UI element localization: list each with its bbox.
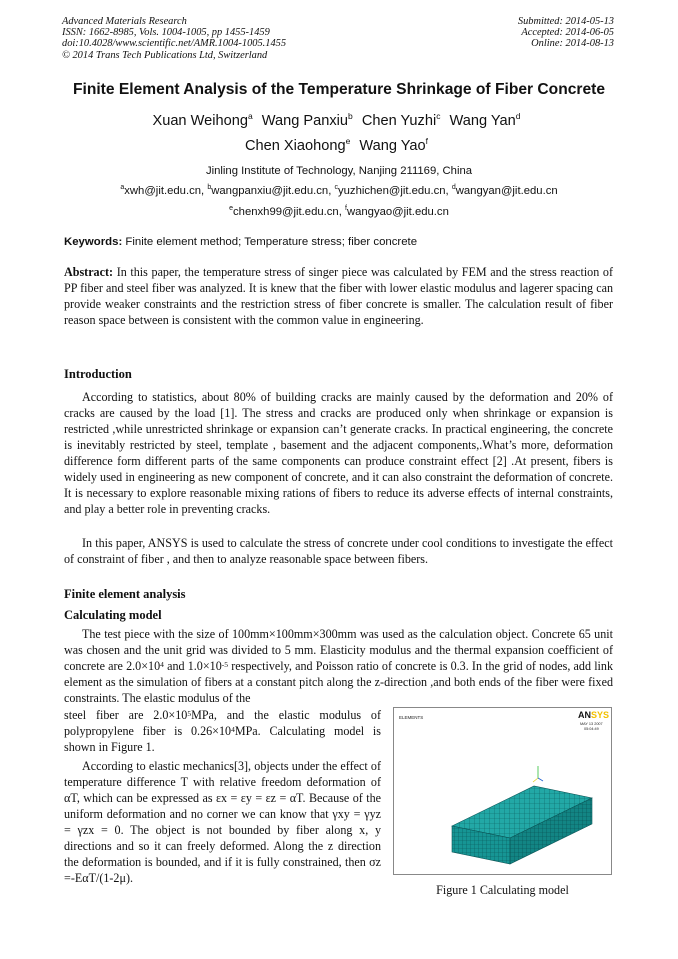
author-name: Chen Xiaohong [244, 138, 346, 154]
author-name: Wang Yao [359, 138, 426, 154]
author-sup: f [425, 136, 429, 146]
author-sup: b [348, 111, 353, 121]
journal-issn: ISSN: 1662-8985, Vols. 1004-1005, pp 1455-1459 [62, 27, 270, 39]
fea-paragraph-1-continued [64, 707, 381, 755]
ansys-mesh-render [394, 708, 611, 874]
journal-name: Advanced Materials Research [62, 16, 187, 27]
email-link[interactable]: wangpanxiu@jit.edu.cn, [211, 185, 332, 197]
text-run: and 1.0×10 [163, 659, 222, 673]
text-run: MPa. Calculating model is shown in Figure 1. [64, 724, 381, 754]
journal-copyright: © 2014 Trans Tech Publications Ltd, Switzerland [62, 49, 268, 61]
keywords [64, 236, 624, 248]
journal-info [62, 16, 286, 61]
introduction-paragraph-2: In this paper, ANSYS is used to calculate the stress of concrete under cool conditions to investigate the effect of constraint of fiber , and then to analyze reasonable space between fibers. [64, 536, 613, 566]
author-sup: c [436, 111, 441, 121]
author-name: Wang Panxiu [261, 113, 349, 129]
author-name: Wang Yan [449, 113, 516, 129]
email-sup: d [451, 184, 456, 191]
text-run: MPa, and the elastic modulus of polypropylene fiber is 0.26×10 [64, 708, 381, 738]
email-link[interactable]: chenxh99@jit.edu.cn, [233, 206, 342, 218]
email-line-2 [40, 206, 638, 218]
text-run: steel fiber are 2.0×10 [64, 708, 188, 722]
email-link[interactable]: xwh@jit.edu.cn, [124, 185, 205, 197]
ansys-logo: ANSYS [578, 710, 610, 720]
superscript: 4 [231, 725, 235, 734]
superscript: 5 [187, 709, 192, 718]
journal-doi: doi:10.4028/www.scientific.net/AMR.1004-1005.1455 [62, 38, 287, 50]
figure-1 [393, 707, 612, 875]
online-date: Online: 2014-08-13 [531, 38, 614, 50]
abstract-text: In this paper, the temperature stress of singer piece was calculated by FEM and the stress reaction of PP fiber and steel fiber was analyzed. It is knew that the fiber with lower elastic modulus and lagerer spacing can provide weaker constraints and the restriction stress of fiber concrete is smaller. The calculation result of fiber reason space between is consistent with the common value in engineering. [64, 265, 613, 327]
fea-paragraph-2: According to elastic mechanics[3], objects under the effect of temperature difference T with relative freedom deformation of αT, which can be expressed as εx = εy = εz = αT. Because of the uniform deformation and no corner we can know that γxy = γyz = γzx = 0. The object is not bounded by fiber along x, y directions and so it can freely deformed. Along the z direction the deformation is bounded, and if it is fully constrained, then σz =-EαT/(1-2μ). [64, 759, 381, 885]
submission-dates [518, 16, 614, 50]
email-sup: b [207, 184, 212, 191]
email-link[interactable]: yuzhichen@jit.edu.cn, [337, 185, 449, 197]
introduction-heading: Introduction [64, 367, 132, 381]
abstract [64, 264, 613, 328]
text-run: The test piece with the size of 100mm×100mm×300mm was used as the calculation object. Concrete 65 unit was chosen and the unit grid was divided to 5 mm. Elasticity modulus and the thermal expansion coefficient of concrete are 2.0×10 [64, 627, 613, 673]
axis-z-icon [538, 778, 543, 781]
email-sup: f [345, 205, 347, 212]
superscript: -5 [221, 660, 229, 669]
calculating-model-heading: Calculating model [64, 608, 162, 622]
axis-x-icon [533, 778, 538, 782]
affiliation: Jinling Institute of Technology, Nanjing 211169, China [205, 165, 473, 177]
author-sup: d [515, 111, 521, 121]
figure-caption: Figure 1 Calculating model [436, 883, 569, 897]
paper-title: Finite Element Analysis of the Temperature Shrinkage of Fiber Concrete [72, 81, 606, 98]
email-sup: c [334, 184, 338, 191]
author-line-1 [40, 113, 638, 129]
submitted-date: Submitted: 2014-05-13 [517, 16, 614, 27]
abstract-label: Abstract: [64, 265, 114, 279]
introduction-paragraph-1: According to statistics, about 80% of building cracks are mainly caused by the deformation and 20% of cracks are caused by the load [1]. The stress and cracks are produced only when shrinkage or expansion is restricted ,while unrestricted shrinkage or expansion can’t generate cracks. In practical engineering, the concrete is inevitably restricted by steel, template , basement and the adjacent components,.What’s more, deformation difference form different parts of the same components can produce constraint effect [2] .At present, fibers is widely used in engineering as new component of concrete, and it can also constraint the deformation of concrete. It is necessary to explore reasonable mixing rations of fibers to reduce its adverse effects of internal constraints, and play a better role in preventing cracks. [64, 390, 613, 516]
figure-time: 05:04:49 [584, 727, 599, 731]
fea-heading: Finite element analysis [64, 587, 186, 601]
email-sup: e [229, 205, 234, 212]
email-link[interactable]: wangyao@jit.edu.cn [346, 206, 449, 218]
text-run: respectively, and Poisson ratio of concrete is 0.3. In the grid of nodes, add link element as the simulation of fibers at a constant pitch along the z-direction ,and both ends of the fiber were fixed constraints. The elastic modulus of the [64, 659, 614, 705]
author-line-2 [40, 138, 638, 154]
email-sup: a [120, 184, 125, 191]
author-name: Xuan Weihong [152, 113, 248, 129]
keywords-label: Keywords: [64, 236, 123, 248]
keywords-text: Finite element method; Temperature stress; fiber concrete [125, 236, 418, 248]
superscript: 4 [160, 660, 164, 669]
email-line-1 [40, 185, 638, 197]
author-name: Chen Yuzhi [361, 113, 437, 129]
author-sup: a [247, 111, 253, 121]
figure-date: MAY 13 2007 [580, 722, 603, 726]
fea-paragraph-1 [64, 626, 613, 706]
email-link[interactable]: wangyan@jit.edu.cn [455, 185, 558, 197]
accepted-date: Accepted: 2014-06-05 [521, 27, 614, 39]
figure-label-elements: ELEMENTS [399, 715, 424, 720]
author-sup: e [345, 136, 351, 146]
